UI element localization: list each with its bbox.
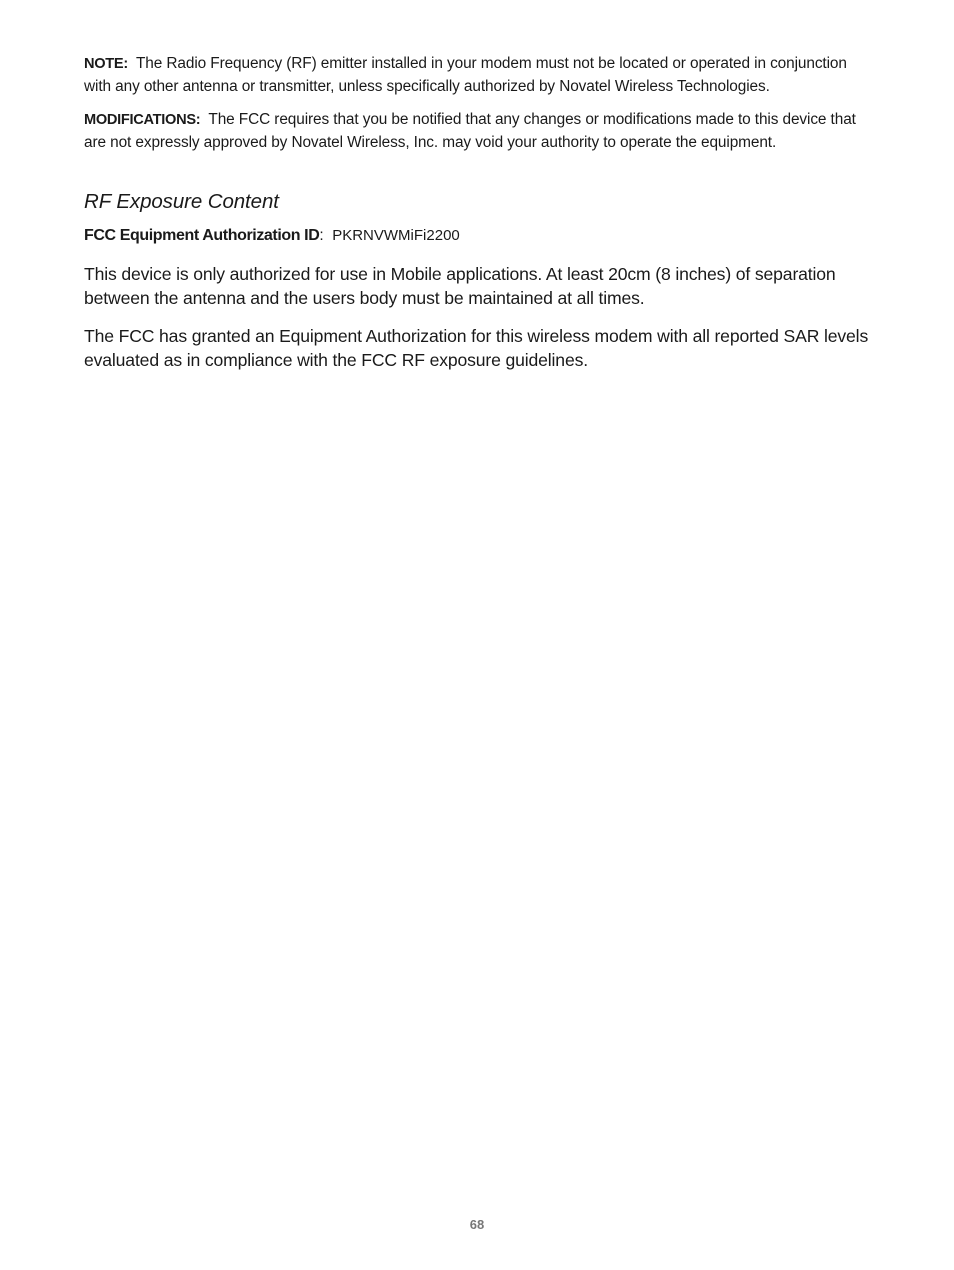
fcc-id-line: FCC Equipment Authorization ID: PKRNVWMiFi2200 <box>84 227 460 244</box>
modifications-paragraph <box>84 109 874 153</box>
note-text: The Radio Frequency (RF) emitter installed in your modem must not be located or operated in conjunction with any other antenna or transmitter, unless specifically authorized by Novatel Wireless Technologies. <box>84 55 847 95</box>
section-heading: RF Exposure Content <box>84 190 279 213</box>
body-paragraph-1: This device is only authorized for use in Mobile applications. At least 20cm (8 inches) of separation between the antenna and the users body must be maintained at all times. <box>84 264 836 308</box>
body-paragraph-2: The FCC has granted an Equipment Authorization for this wireless modem with all reported SAR levels evaluated as in compliance with the FCC RF exposure guidelines. <box>84 326 869 370</box>
fcc-id-value: PKRNVWMiFi2200 <box>332 227 460 244</box>
modifications-label: MODIFICATIONS: <box>84 112 201 128</box>
fcc-id-label: FCC Equipment Authorization ID <box>84 227 320 244</box>
page-content <box>84 53 874 386</box>
note-label: NOTE: <box>84 56 128 72</box>
modifications-text: The FCC requires that you be notified that any changes or modifications made to this device that are not expressly approved by Novatel Wireless, Inc. may void your authority to operate the equipment. <box>84 111 856 151</box>
page-number: 68 <box>469 1217 485 1232</box>
note-paragraph <box>84 53 874 97</box>
